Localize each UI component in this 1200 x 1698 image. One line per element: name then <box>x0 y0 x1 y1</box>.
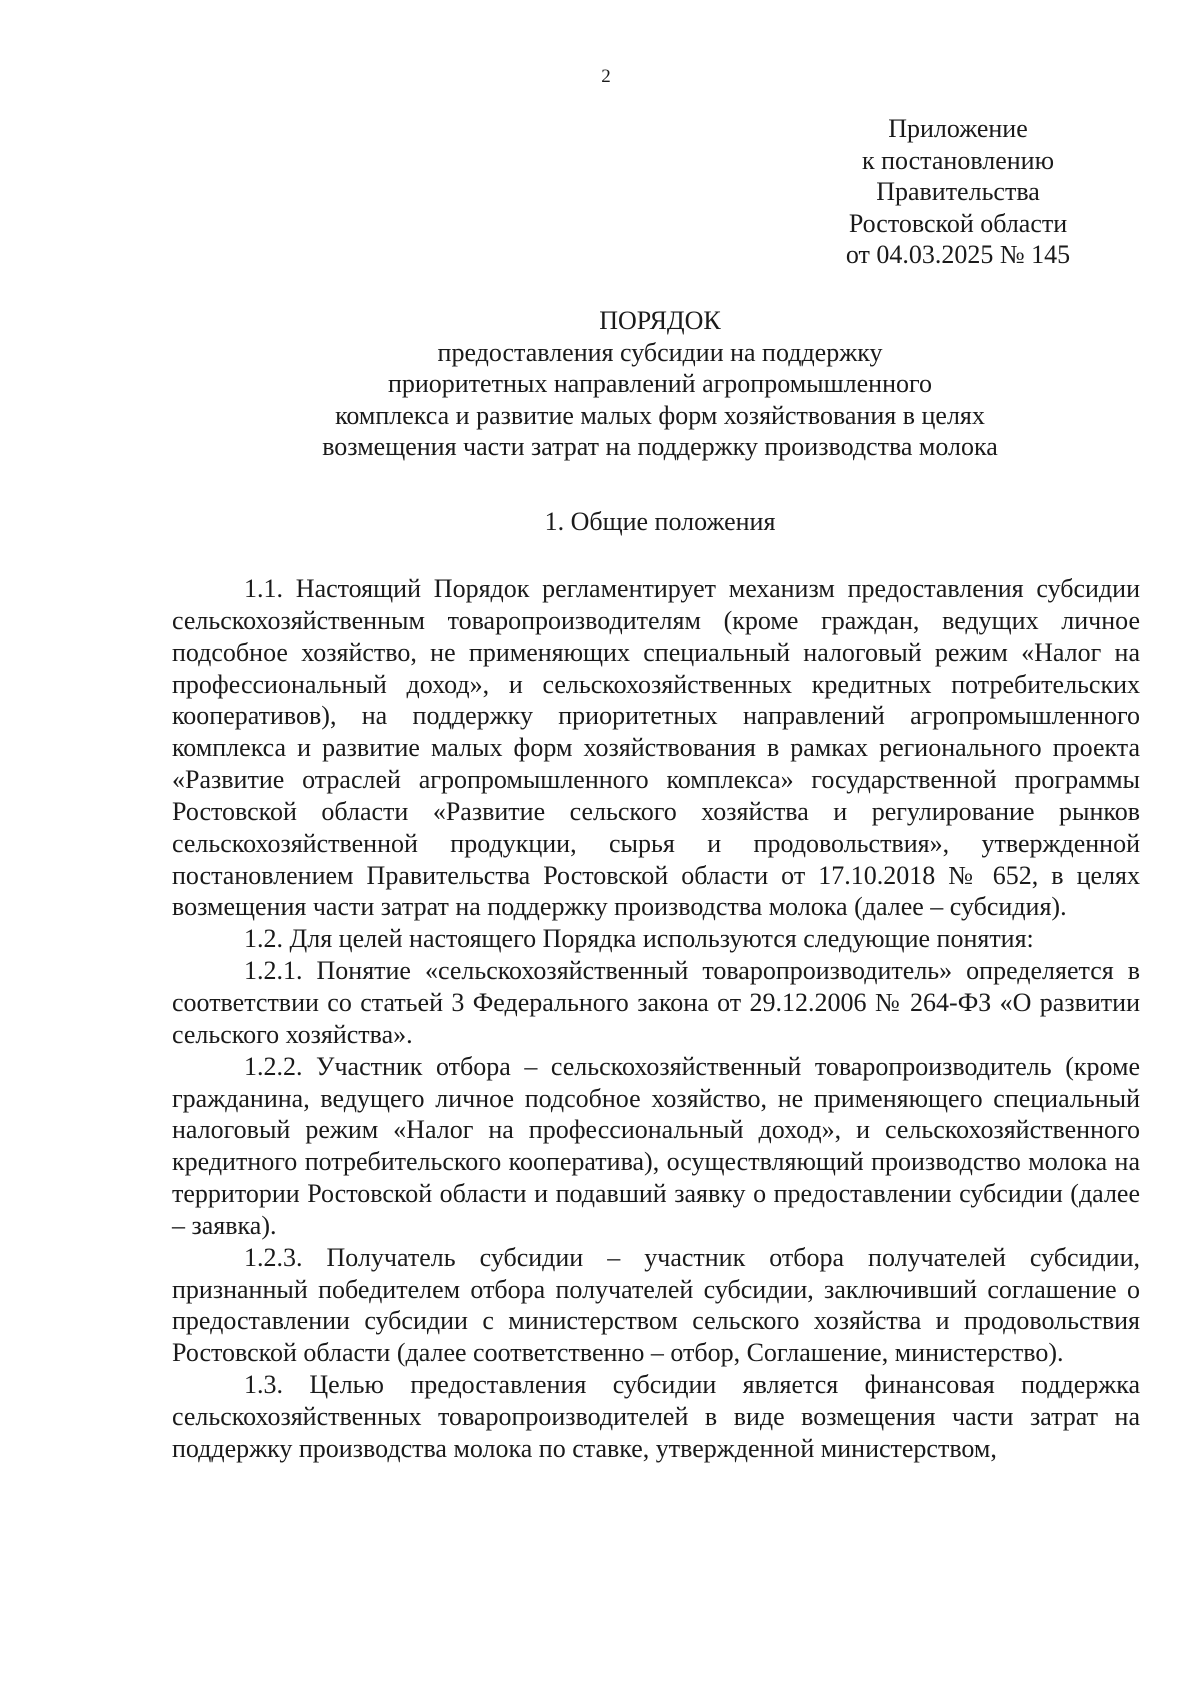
appendix-line: Ростовской области <box>848 208 1068 238</box>
paragraph-1-2-2: 1.2.2. Участник отбора – сельскохозяйственный товаропроизводитель (кроме гражданина, ведущего личное подсобное хозяйство, не применяющего специальный налоговый режим «Налог на профессиональный доход», и сельскохозяйственного кредитного потребительского кооператива), осуществляющий производство молока на территории Ростовской области и подавший заявку о предоставлении субсидии (далее – заявка). <box>172 1051 1140 1240</box>
appendix-line: Приложение <box>888 114 1028 143</box>
appendix-block <box>808 113 1108 271</box>
title-subtitle-line: приоритетных направлений агропромышленного <box>387 369 933 398</box>
paragraph-1-2-1: 1.2.1. Понятие «сельскохозяйственный товаропроизводитель» определяется в соответствии со статьей 3 Федерального закона от 29.12.2006 № 264-ФЗ «О развитии сельского хозяйства». <box>172 956 1140 1049</box>
appendix-line: к постановлению <box>861 145 1055 175</box>
paragraph-1-2: 1.2. Для целей настоящего Порядка используются следующие понятия: <box>244 924 1034 954</box>
paragraph-1-3: 1.3. Целью предоставления субсидии является финансовая поддержка сельскохозяйственных товаропроизводителей в виде возмещения части затрат на поддержку производства молока по ставке, утвержденной министерством, <box>172 1370 1140 1463</box>
page-number: 2 <box>601 66 611 87</box>
title-subtitle-line: возмещения части затрат на поддержку производства молока <box>322 432 998 461</box>
paragraph-1-2-3: 1.2.3. Получатель субсидии – участник отбора получателей субсидии, признанный победителем отбора получателей субсидии, заключивший соглашение о предоставлении субсидии с министерством сельского хозяйства и продовольствия Ростовской области (далее соответственно – отбор, Соглашение, министерство). <box>172 1242 1140 1368</box>
appendix-line: Правительства <box>876 177 1040 206</box>
section-heading: 1. Общие положения <box>544 507 776 536</box>
title-subtitle-line: предоставления субсидии на поддержку <box>437 337 883 367</box>
appendix-line: от 04.03.2025 № 145 <box>845 240 1071 269</box>
title-subtitle-line: комплекса и развитие малых форм хозяйствования в целях <box>335 400 985 430</box>
paragraph-1-1: 1.1. Настоящий Порядок регламентирует механизм предоставления субсидии сельскохозяйственным товаропроизводителям (кроме граждан, ведущих личное подсобное хозяйство, не применяющих специальный налоговый режим «Налог на профессиональный доход», и сельскохозяйственных кредитных потребительских кооперативов), на поддержку приоритетных направлений агропромышленного комплекса и развитие малых форм хозяйствования в рамках регионального проекта «Развитие отраслей агропромышленного комплекса» государственной программы Ростовской области «Развитие сельского хозяйства и регулирование рынков сельскохозяйственной продукции, сырья и продовольствия», утвержденной постановлением Правительства Ростовской области от 17.10.2018 № 652, в целях возмещения части затрат на поддержку производства молока (далее – субсидия). <box>172 574 1140 922</box>
title-main: ПОРЯДОК <box>599 306 721 335</box>
title-subtitle <box>160 337 1160 463</box>
body-text <box>172 573 1140 1465</box>
document-title <box>160 305 1160 463</box>
